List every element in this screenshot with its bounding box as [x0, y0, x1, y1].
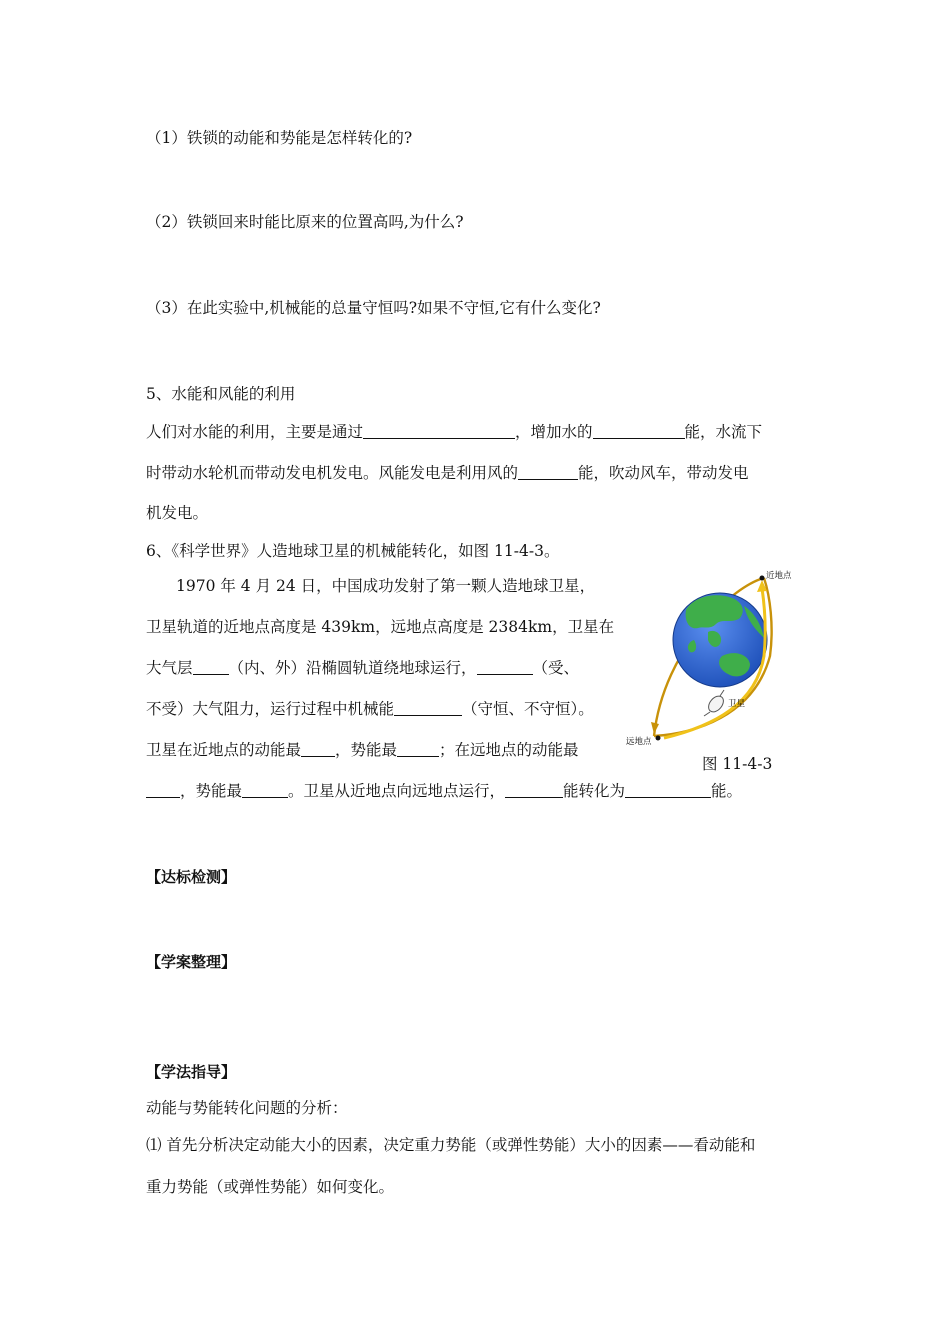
section-5-text: 能，水流下	[684, 423, 763, 441]
section-6-text: 。卫星从近地点向远地点运行，	[288, 782, 506, 800]
section-6-line-1: 1970 年 4 月 24 日，中国成功发射了第一颗人造地球卫星，	[176, 577, 596, 595]
section-6-text: ；在远地点的动能最	[439, 741, 579, 759]
perigee-point	[760, 576, 765, 581]
section-5-line-2	[146, 463, 749, 483]
figure-caption: 图 11-4-3	[702, 755, 773, 773]
section-5-line-1	[146, 422, 762, 442]
satellite-icon	[704, 690, 726, 716]
section-6-line-5	[146, 740, 579, 760]
section-6-text: 卫星在近地点的动能最	[146, 741, 302, 759]
apogee-point	[656, 736, 661, 741]
answer-blank[interactable]	[242, 782, 288, 798]
section-6-text: ，势能最	[335, 741, 398, 759]
answer-blank[interactable]	[363, 423, 515, 439]
guide-item-1-line-1: ⑴ 首先分析决定动能大小的因素，决定重力势能（或弹性势能）大小的因素——看动能和	[146, 1136, 756, 1154]
section-6-text: ，势能最	[180, 782, 243, 800]
perigee-label: 近地点	[766, 571, 792, 581]
section-6-text: 能转化为	[563, 782, 626, 800]
answer-blank[interactable]	[301, 741, 335, 757]
answer-blank[interactable]	[505, 782, 563, 798]
guide-intro: 动能与势能转化问题的分析：	[146, 1099, 348, 1117]
section-5-text: ，增加水的	[515, 423, 593, 441]
question-2: （2）铁锁回来时能比原来的位置高吗,为什么?	[146, 213, 464, 231]
section-6-line-6	[146, 781, 742, 801]
question-1: （1）铁锁的动能和势能是怎样转化的?	[146, 129, 413, 147]
satellite-orbit-figure	[624, 566, 800, 750]
guide-item-1-line-2: 重力势能（或弹性势能）如何变化。	[146, 1178, 395, 1196]
satellite-label: 卫星	[728, 699, 746, 709]
section-6-text: （守恒、不守恒）。	[462, 700, 594, 718]
answer-blank[interactable]	[625, 782, 711, 798]
section-5-line-3: 机发电。	[146, 504, 209, 522]
section-5-text: 能，吹动风车，带动发电	[578, 464, 749, 482]
section-5-text: 时带动水轮机而带动发电机发电。风能发电是利用风的	[146, 464, 519, 482]
answer-blank[interactable]	[146, 782, 180, 798]
section-5-text: 人们对水能的利用，主要是通过	[146, 423, 364, 441]
section-6-line-2: 卫星轨道的近地点高度是 439km，远地点高度是 2384km，卫星在	[146, 618, 615, 636]
section-6-text: 能。	[711, 782, 743, 800]
section-5-heading: 5、水能和风能的利用	[146, 385, 296, 403]
answer-blank[interactable]	[593, 423, 685, 439]
section-6-text: 大气层	[146, 659, 193, 677]
section-6-line-4	[146, 699, 594, 719]
apogee-label: 远地点	[626, 737, 652, 747]
section-6-text: （受、	[532, 659, 580, 677]
section-6-heading: 6、《科学世界》人造地球卫星的机械能转化，如图 11-4-3。	[146, 542, 560, 560]
answer-blank[interactable]	[397, 741, 439, 757]
section-6-text: 不受）大气阻力，运行过程中机械能	[146, 700, 395, 718]
section-6-line-3	[146, 658, 579, 678]
section-summary-heading: 【学案整理】	[146, 953, 237, 971]
answer-blank[interactable]	[477, 659, 533, 675]
section-check-heading: 【达标检测】	[146, 868, 237, 886]
question-3: （3）在此实验中,机械能的总量守恒吗?如果不守恒,它有什么变化?	[146, 299, 601, 317]
answer-blank[interactable]	[394, 700, 462, 716]
earth-icon	[673, 593, 767, 687]
section-6-text: （内、外）沿椭圆轨道绕地球运行，	[228, 659, 477, 677]
answer-blank[interactable]	[193, 659, 229, 675]
section-guide-heading: 【学法指导】	[146, 1063, 237, 1081]
answer-blank[interactable]	[518, 464, 578, 480]
